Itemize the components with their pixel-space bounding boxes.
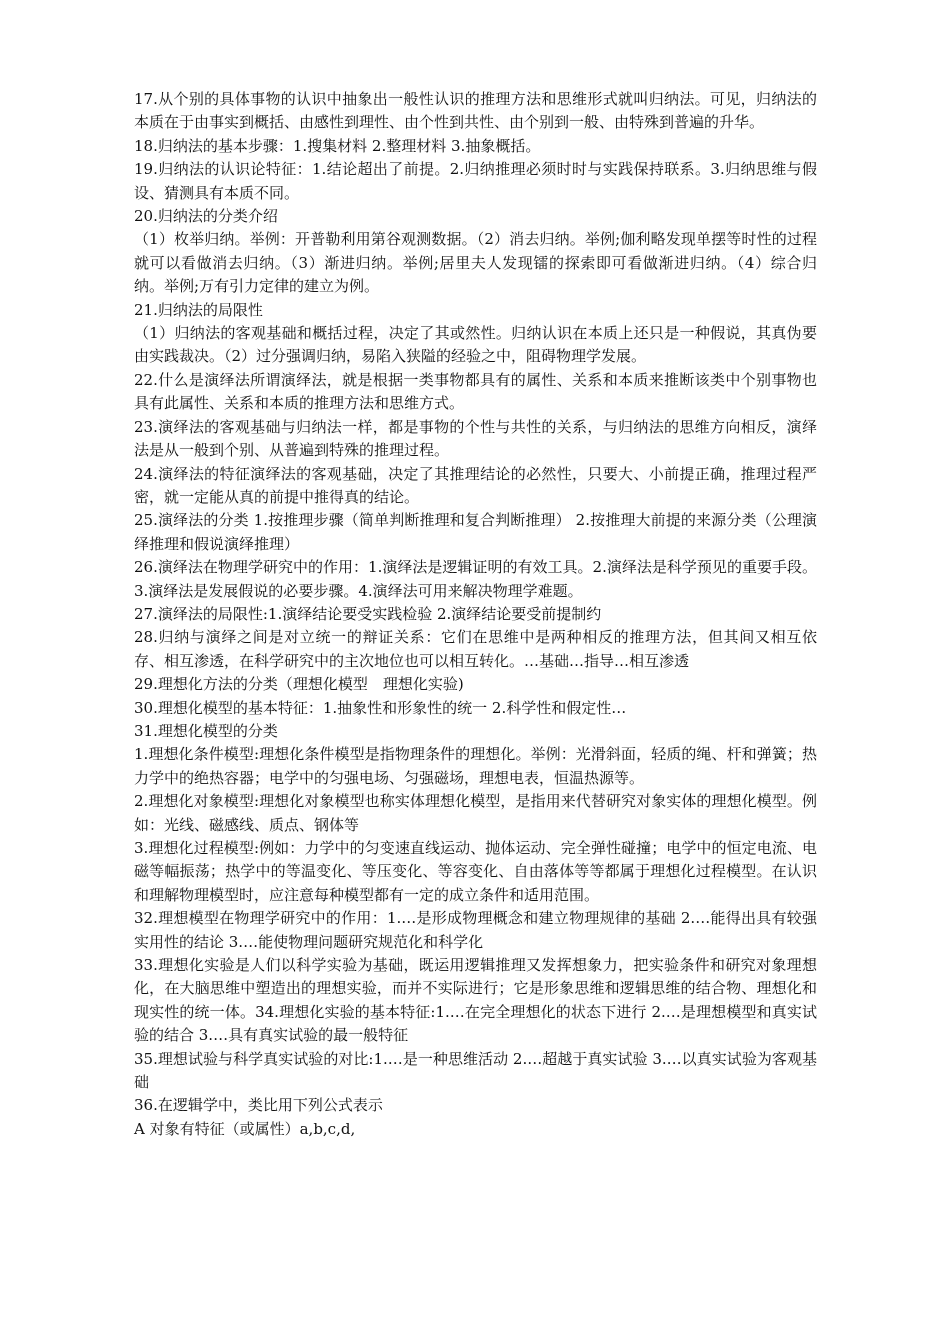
- paragraph-26: 26.演绎法在物理学研究中的作用：1.演绎法是逻辑证明的有效工具。2.演绎法是科学预见的重要手段。3.演绎法是发展假说的必要步骤。4.演绎法可用来解决物理学难题。: [134, 558, 817, 600]
- paragraph-31-item-2: 2.理想化对象模型:理想化对象模型也称实体理想化模型，是指用来代替研究对象实体的理想化模型。例如：光线、磁感线、质点、钢体等: [134, 792, 817, 834]
- paragraph-21-body: （1）归纳法的客观基础和概括过程，决定了其或然性。归纳认识在本质上还只是一种假说，其真伪要由实践裁决。（2）过分强调归纳，易陷入狭隘的经验之中，阻碍物理学发展。: [134, 324, 817, 366]
- paragraph-19: 19.归纳法的认识论特征：1.结论超出了前提。2.归纳推理必须时时与实践保持联系。3.归纳思维与假设、猜测具有本质不同。: [134, 160, 817, 202]
- paragraph-18: 18.归纳法的基本步骤：1.搜集材料 2.整理材料 3.抽象概括。: [134, 136, 541, 155]
- paragraph-31-item-1: 1.理想化条件模型:理想化条件模型是指物理条件的理想化。举例：光滑斜面，轻质的绳、杆和弹簧；热力学中的绝热容器；电学中的匀强电场、匀强磁场，理想电表，恒温热源等。: [134, 745, 817, 787]
- paragraph-20-heading: 20.归纳法的分类介绍: [134, 207, 278, 226]
- paragraph-25: 25.演绎法的分类 1.按推理步骤（简单判断推理和复合判断推理） 2.按推理大前提的来源分类（公理演绎推理和假说演绎推理）: [134, 511, 817, 553]
- paragraph-20-body: （1）枚举归纳。举例：开普勒利用第谷观测数据。（2）消去归纳。举例;伽利略发现单摆等时性的过程就可以看做消去归纳。（3）渐进归纳。举例;居里夫人发现镭的探索即可看做渐进归纳。（4）综合归纳。举例;万有引力定律的建立为例。: [134, 230, 817, 296]
- paragraph-31-heading: 31.理想化模型的分类: [134, 721, 278, 740]
- paragraph-29: 29.理想化方法的分类（理想化模型 理想化实验): [134, 675, 464, 694]
- paragraph-28: 28.归纳与演绎之间是对立统一的辩证关系：它们在思维中是两种相反的推理方法，但其间又相互依存、相互渗透，在科学研究中的主次地位也可以相互转化。…基础…指导…相互渗透: [134, 628, 817, 670]
- paragraph-31-item-3: 3.理想化过程模型:例如：力学中的匀变速直线运动、抛体运动、完全弹性碰撞；电学中的恒定电流、电磁等幅振荡；热学中的等温变化、等压变化、等容变化、自由落体等等都属于理想化过程模型。在认识和理解物理模型时，应注意每种模型都有一定的成立条件和适用范围。: [134, 839, 817, 904]
- paragraph-22: 22.什么是演绎法所谓演绎法，就是根据一类事物都具有的属性、关系和本质来推断该类中个别事物也具有此属性、关系和本质的推理方法和思维方式。: [134, 370, 817, 413]
- paragraph-23: 23.演绎法的客观基础与归纳法一样，都是事物的个性与共性的关系，与归纳法的思维方向相反，演绎法是从一般到个别、从普遍到特殊的推理过程。: [134, 417, 817, 460]
- paragraph-30: 30.理想化模型的基本特征：1.抽象性和形象性的统一 2.科学性和假定性…: [134, 698, 627, 717]
- paragraph-33-34: 33.理想化实验是人们以科学实验为基础，既运用逻辑推理又发挥想象力，把实验条件和研究对象理想化，在大脑思维中塑造出的理想实验，而并不实际进行；它是形象思维和逻辑思维的结合物、理想化和现实性的统一体。34.理想化实验的基本特征:1.…在完全理想化的状态下进行 2.…是理想模型和真实试验的结合 3.…具有真实试验的最一般特征: [134, 956, 817, 1045]
- paragraph-27: 27.演绎法的局限性:1.演绎结论要受实践检验 2.演绎结论要受前提制约: [134, 604, 602, 623]
- paragraph-17: 17.从个别的具体事物的认识中抽象出一般性认识的推理方法和思维形式就叫归纳法。可见，归纳法的本质在于由事实到概括、由感性到理性、由个性到共性、由个别到一般、由特殊到普遍的升华。: [134, 90, 817, 132]
- paragraph-36-formula-line: A 对象有特征（或属性）a,b,c,d,: [134, 1119, 356, 1138]
- paragraph-36: 36.在逻辑学中，类比用下列公式表示: [134, 1096, 383, 1115]
- paragraph-21-heading: 21.归纳法的局限性: [134, 300, 263, 319]
- paragraph-24: 24.演绎法的特征演绎法的客观基础，决定了其推理结论的必然性，只要大、小前提正确，推理过程严密，就一定能从真的前提中推得真的结论。: [134, 464, 817, 506]
- paragraph-35: 35.理想试验与科学真实试验的对比:1.…是一种思维活动 2.…超越于真实试验 3.…以真实试验为客观基础: [134, 1049, 817, 1092]
- document-body: [134, 88, 817, 1141]
- paragraph-32: 32.理想模型在物理学研究中的作用：1.…是形成物理概念和建立物理规律的基础 2.…能得出具有较强实用性的结论 3.…能使物理问题研究规范化和科学化: [134, 909, 817, 951]
